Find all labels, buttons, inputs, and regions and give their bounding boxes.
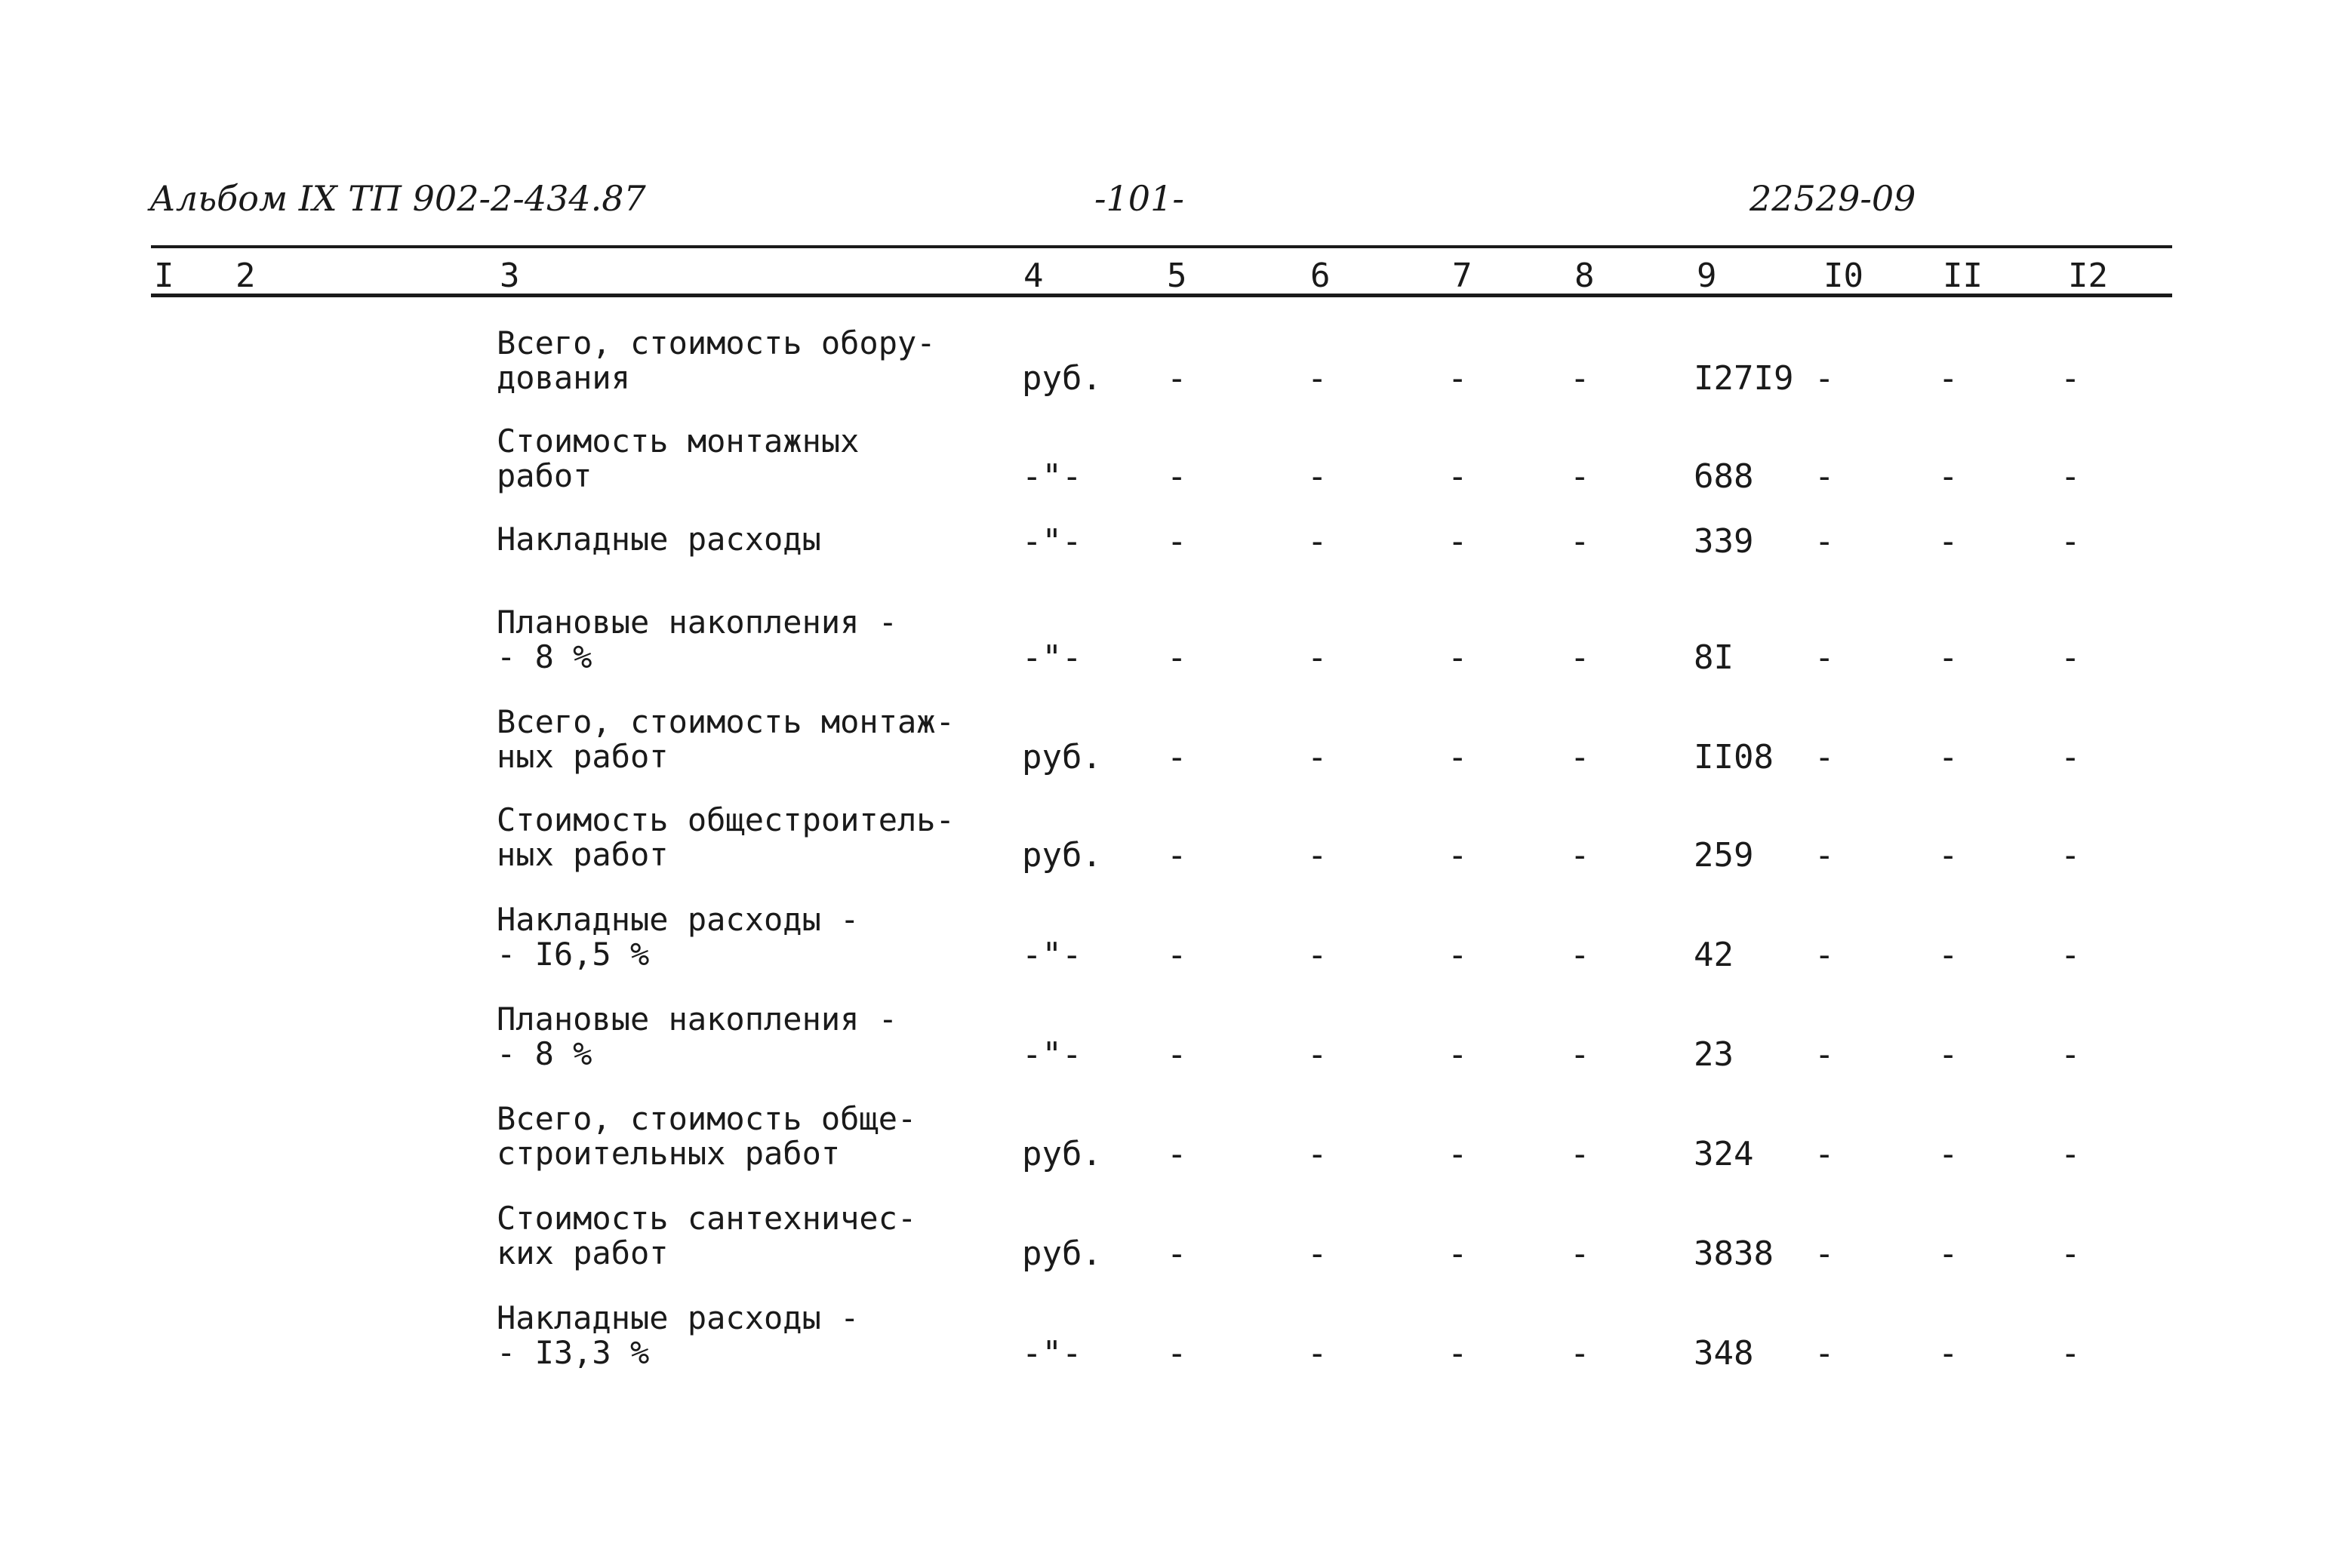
column-number: II: [1943, 257, 1983, 295]
col5-cell: -: [1167, 1334, 1187, 1373]
col6-cell: -: [1307, 522, 1328, 561]
row-description: Стоимость монтажных работ: [497, 423, 860, 494]
unit-cell: руб.: [1022, 1135, 1102, 1173]
page-number: -101-: [1094, 178, 1184, 219]
col12-cell: -: [2060, 522, 2081, 561]
col11-cell: -: [1938, 638, 1959, 677]
row-description: Плановые накопления - - 8 %: [497, 604, 898, 675]
col7-cell: -: [1448, 936, 1468, 974]
unit-cell: -"-: [1022, 457, 1082, 496]
unit-cell: -"-: [1022, 1035, 1082, 1074]
col10-cell: -: [1814, 1234, 1835, 1273]
col12-cell: -: [2060, 1135, 2081, 1173]
col8-cell: -: [1570, 1035, 1590, 1074]
column-number: 3: [500, 257, 520, 295]
col7-cell: -: [1448, 836, 1468, 875]
col6-cell: -: [1307, 1135, 1328, 1173]
col7-cell: -: [1448, 1334, 1468, 1373]
col12-cell: -: [2060, 936, 2081, 974]
column-number: 7: [1452, 257, 1473, 295]
col12-cell: -: [2060, 638, 2081, 677]
col5-cell: -: [1167, 522, 1187, 561]
unit-cell: -"-: [1022, 936, 1082, 974]
unit-cell: руб.: [1022, 738, 1102, 776]
col5-cell: -: [1167, 638, 1187, 677]
col11-cell: -: [1938, 1334, 1959, 1373]
col10-cell: -: [1814, 836, 1835, 875]
table-row: [0, 1201, 2345, 1292]
col5-cell: -: [1167, 1035, 1187, 1074]
unit-cell: -"-: [1022, 522, 1082, 561]
col11-cell: -: [1938, 1135, 1959, 1173]
col8-cell: -: [1570, 836, 1590, 875]
col8-cell: -: [1570, 359, 1590, 398]
column-number: 5: [1167, 257, 1187, 295]
col6-cell: -: [1307, 1234, 1328, 1273]
col7-cell: -: [1448, 1135, 1468, 1173]
unit-cell: -"-: [1022, 638, 1082, 677]
header-top-rule: [151, 245, 2172, 248]
col9-value: 324: [1694, 1135, 1754, 1173]
table-row: [0, 803, 2345, 893]
col12-cell: -: [2060, 457, 2081, 496]
col9-value: 23: [1694, 1035, 1734, 1074]
column-number: 4: [1023, 257, 1044, 295]
col8-cell: -: [1570, 936, 1590, 974]
unit-cell: руб.: [1022, 836, 1102, 875]
col5-cell: -: [1167, 1135, 1187, 1173]
col8-cell: -: [1570, 1234, 1590, 1273]
col9-value: 8I: [1694, 638, 1734, 677]
table-row: [0, 605, 2345, 696]
col9-value: 348: [1694, 1334, 1754, 1373]
col6-cell: -: [1307, 738, 1328, 776]
column-number: 9: [1697, 257, 1717, 295]
col5-cell: -: [1167, 359, 1187, 398]
column-number: 2: [235, 257, 256, 295]
col10-cell: -: [1814, 359, 1835, 398]
row-description: Стоимость общестроитель- ных работ: [497, 801, 955, 873]
table-row: [0, 522, 2345, 613]
col9-value: 259: [1694, 836, 1754, 875]
col12-cell: -: [2060, 1334, 2081, 1373]
col6-cell: -: [1307, 638, 1328, 677]
col10-cell: -: [1814, 1334, 1835, 1373]
header-bottom-rule: [151, 294, 2172, 297]
table-row: [0, 326, 2345, 417]
col5-cell: -: [1167, 836, 1187, 875]
table-row: [0, 424, 2345, 515]
column-number: I2: [2068, 257, 2108, 295]
col12-cell: -: [2060, 1035, 2081, 1074]
col11-cell: -: [1938, 359, 1959, 398]
col10-cell: -: [1814, 1035, 1835, 1074]
col12-cell: -: [2060, 359, 2081, 398]
row-description: Накладные расходы: [497, 521, 821, 558]
col10-cell: -: [1814, 522, 1835, 561]
col11-cell: -: [1938, 738, 1959, 776]
row-description: Плановые накопления - - 8 %: [497, 1001, 898, 1072]
col10-cell: -: [1814, 638, 1835, 677]
col9-value: 688: [1694, 457, 1754, 496]
col6-cell: -: [1307, 457, 1328, 496]
col8-cell: -: [1570, 738, 1590, 776]
row-description: Накладные расходы - - I3,3 %: [497, 1299, 860, 1371]
unit-cell: -"-: [1022, 1334, 1082, 1373]
col6-cell: -: [1307, 836, 1328, 875]
document-code: 22529-09: [1750, 178, 1916, 219]
col10-cell: -: [1814, 457, 1835, 496]
table-row: [0, 1301, 2345, 1391]
row-description: Стоимость сантехничес- ких работ: [497, 1200, 917, 1271]
col11-cell: -: [1938, 1234, 1959, 1273]
col7-cell: -: [1448, 1234, 1468, 1273]
table-row: [0, 1002, 2345, 1093]
col8-cell: -: [1570, 1334, 1590, 1373]
col9-value: 339: [1694, 522, 1754, 561]
col7-cell: -: [1448, 522, 1468, 561]
row-description: Накладные расходы - - I6,5 %: [497, 901, 860, 973]
col12-cell: -: [2060, 1234, 2081, 1273]
col6-cell: -: [1307, 1334, 1328, 1373]
col5-cell: -: [1167, 936, 1187, 974]
col12-cell: -: [2060, 738, 2081, 776]
row-description: Всего, стоимость обору- дования: [497, 324, 936, 396]
col9-value: 3838: [1694, 1234, 1774, 1273]
col8-cell: -: [1570, 457, 1590, 496]
unit-cell: руб.: [1022, 1234, 1102, 1273]
col9-value: II08: [1694, 738, 1774, 776]
col8-cell: -: [1570, 638, 1590, 677]
col8-cell: -: [1570, 522, 1590, 561]
col7-cell: -: [1448, 359, 1468, 398]
col7-cell: -: [1448, 457, 1468, 496]
column-number: I0: [1823, 257, 1863, 295]
col8-cell: -: [1570, 1135, 1590, 1173]
col11-cell: -: [1938, 522, 1959, 561]
col7-cell: -: [1448, 738, 1468, 776]
col5-cell: -: [1167, 1234, 1187, 1273]
album-reference: Альбом IX ТП 902-2-434.87: [149, 178, 646, 219]
col5-cell: -: [1167, 738, 1187, 776]
table-row: [0, 902, 2345, 993]
col10-cell: -: [1814, 936, 1835, 974]
column-number: 6: [1310, 257, 1331, 295]
table-row: [0, 705, 2345, 795]
col11-cell: -: [1938, 1035, 1959, 1074]
col9-value: I27I9: [1694, 359, 1794, 398]
column-number: 8: [1574, 257, 1595, 295]
col10-cell: -: [1814, 738, 1835, 776]
col7-cell: -: [1448, 1035, 1468, 1074]
col5-cell: -: [1167, 457, 1187, 496]
col11-cell: -: [1938, 936, 1959, 974]
col7-cell: -: [1448, 638, 1468, 677]
col6-cell: -: [1307, 936, 1328, 974]
row-description: Всего, стоимость монтаж- ных работ: [497, 703, 955, 775]
column-number: I: [154, 257, 174, 295]
unit-cell: руб.: [1022, 359, 1102, 398]
col6-cell: -: [1307, 1035, 1328, 1074]
row-description: Всего, стоимость обще- строительных работ: [497, 1100, 917, 1172]
col11-cell: -: [1938, 457, 1959, 496]
table-row: [0, 1102, 2345, 1192]
col11-cell: -: [1938, 836, 1959, 875]
col10-cell: -: [1814, 1135, 1835, 1173]
col12-cell: -: [2060, 836, 2081, 875]
col9-value: 42: [1694, 936, 1734, 974]
col6-cell: -: [1307, 359, 1328, 398]
